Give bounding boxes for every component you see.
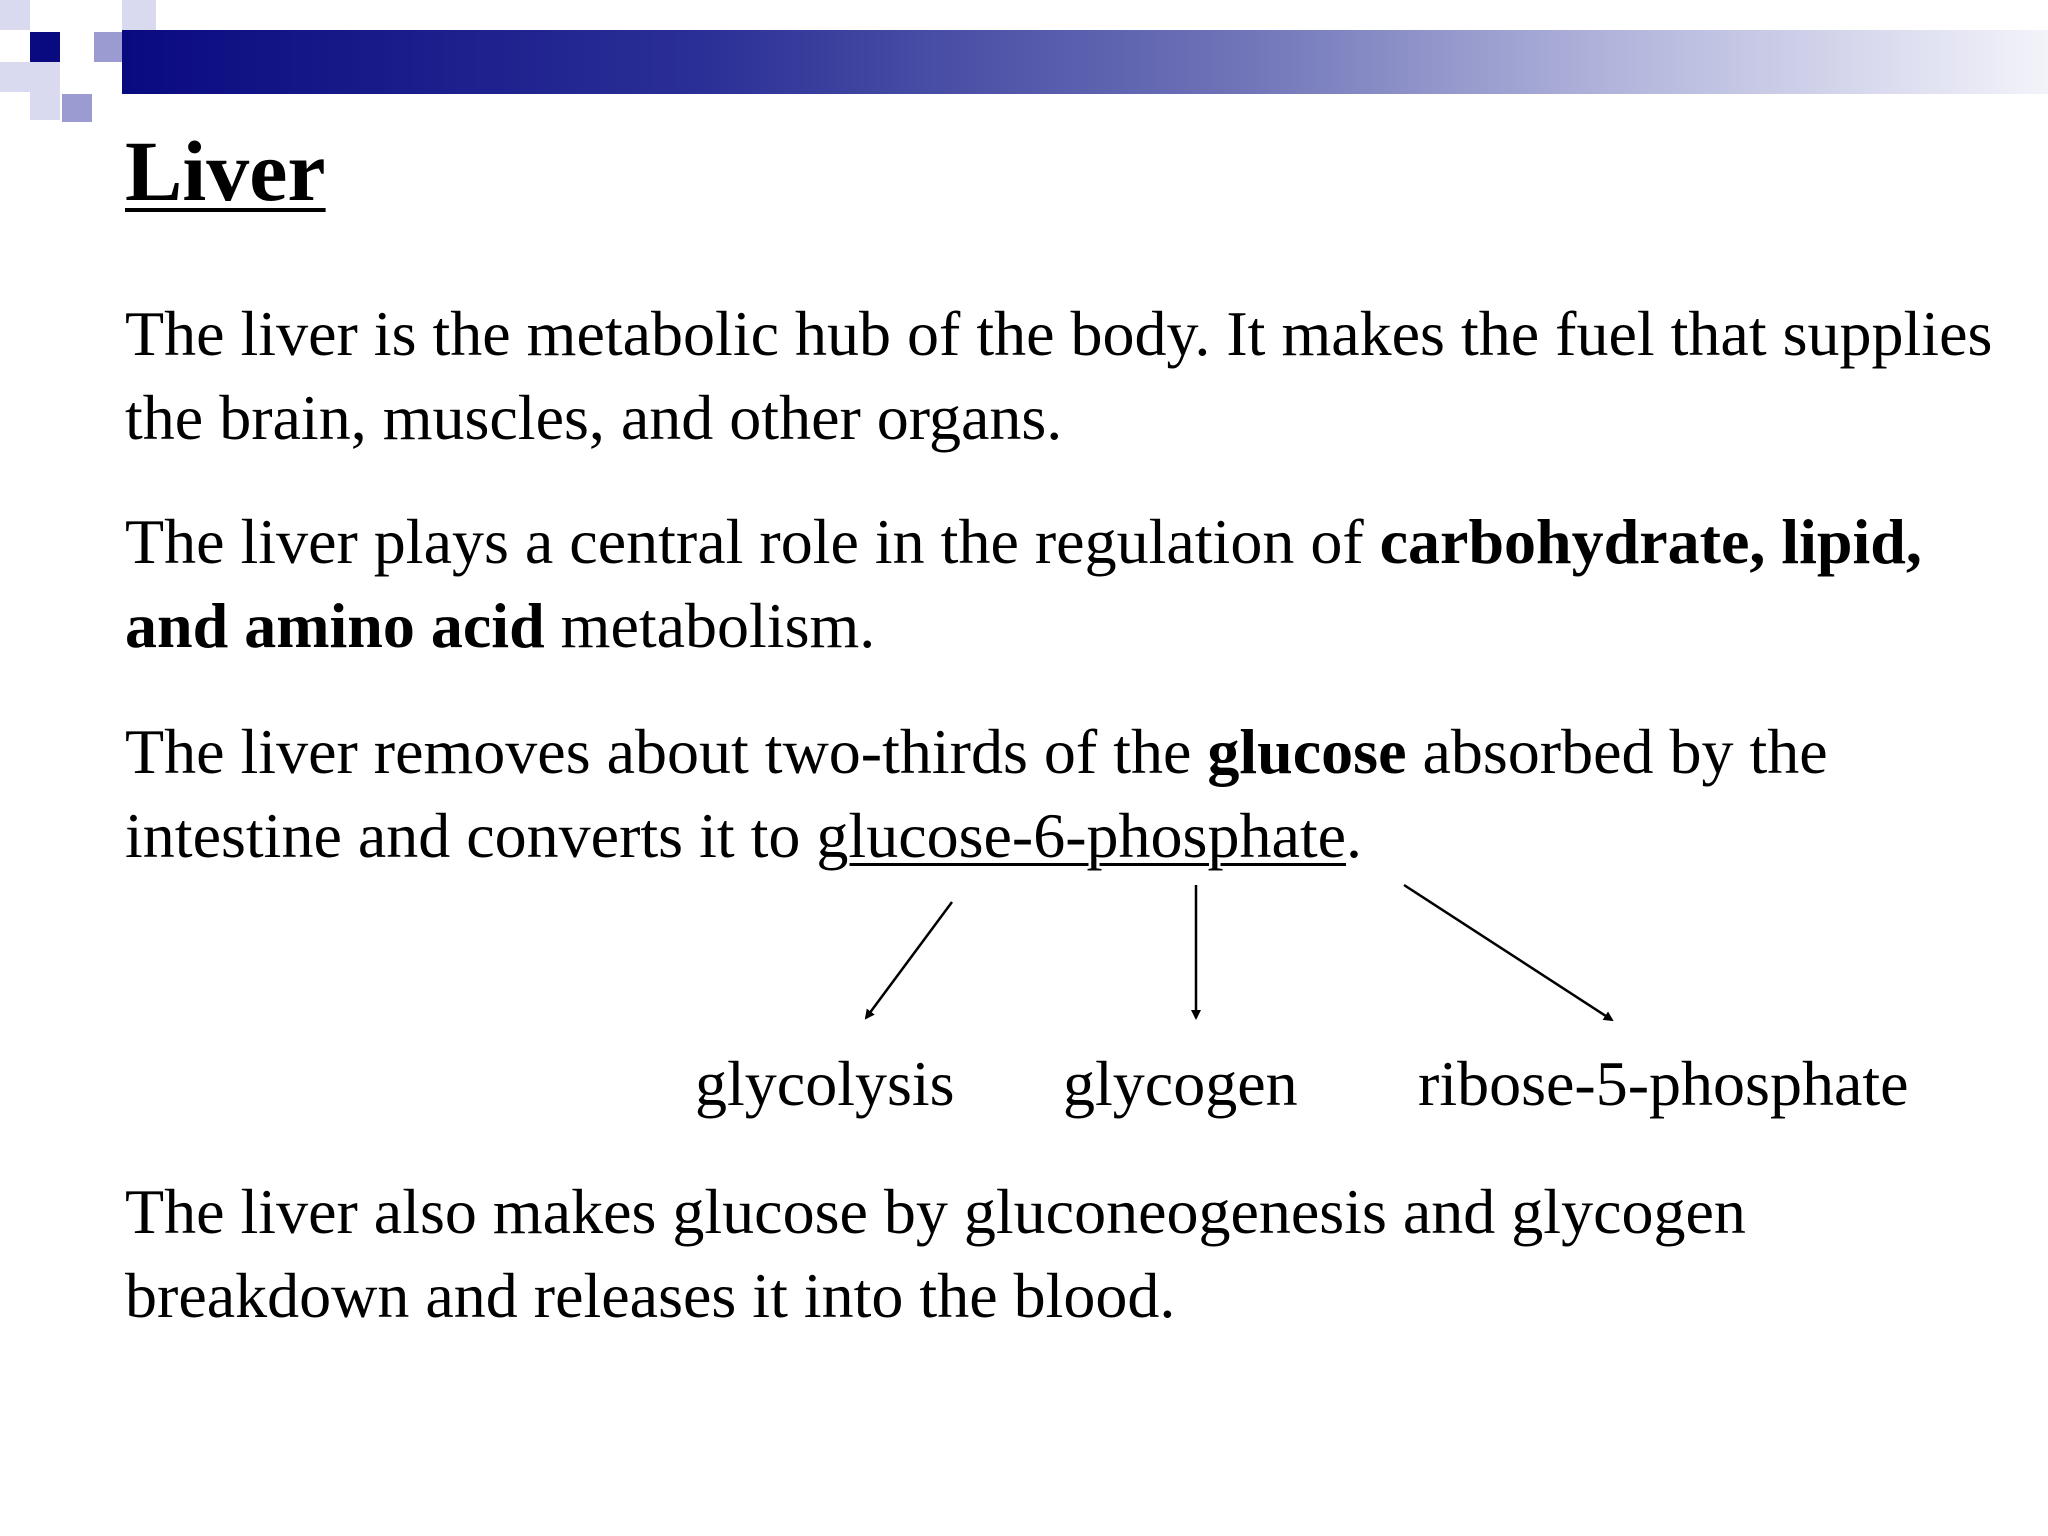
paragraph-metabolic-hub: The liver is the metabolic hub of the body. It makes the fuel that supplies the brain, muscles, and other organs. xyxy=(125,298,1993,453)
slide-title: Liver xyxy=(125,123,326,219)
product-label: ribose-5-phosphate xyxy=(1418,1048,1909,1119)
bold-text: glucose xyxy=(1207,716,1407,787)
paragraph-gluconeogenesis: The liver also makes glucose by gluconeogenesis and glycogen breakdown and releases it into the blood. xyxy=(125,1176,1746,1331)
paragraph-text: The liver removes about two-thirds of the xyxy=(125,716,1208,787)
underlined-term: glucose-6-phosphate xyxy=(816,800,1347,871)
product-label: glycolysis xyxy=(695,1048,955,1119)
product-label: glycogen xyxy=(1063,1048,1298,1119)
arrow-to-glycolysis xyxy=(866,902,952,1018)
arrow-to-ribose-5-phosphate xyxy=(1404,885,1612,1020)
paragraph-text: absorbed by the intestine and converts it to xyxy=(125,716,1828,871)
paragraph-text: . xyxy=(1346,800,1363,871)
paragraph-text: metabolism. xyxy=(544,590,876,661)
bold-text: carbohydrate, lipid, and amino acid xyxy=(125,506,1922,661)
paragraph-text: The liver plays a central role in the regulation of xyxy=(125,506,1380,577)
